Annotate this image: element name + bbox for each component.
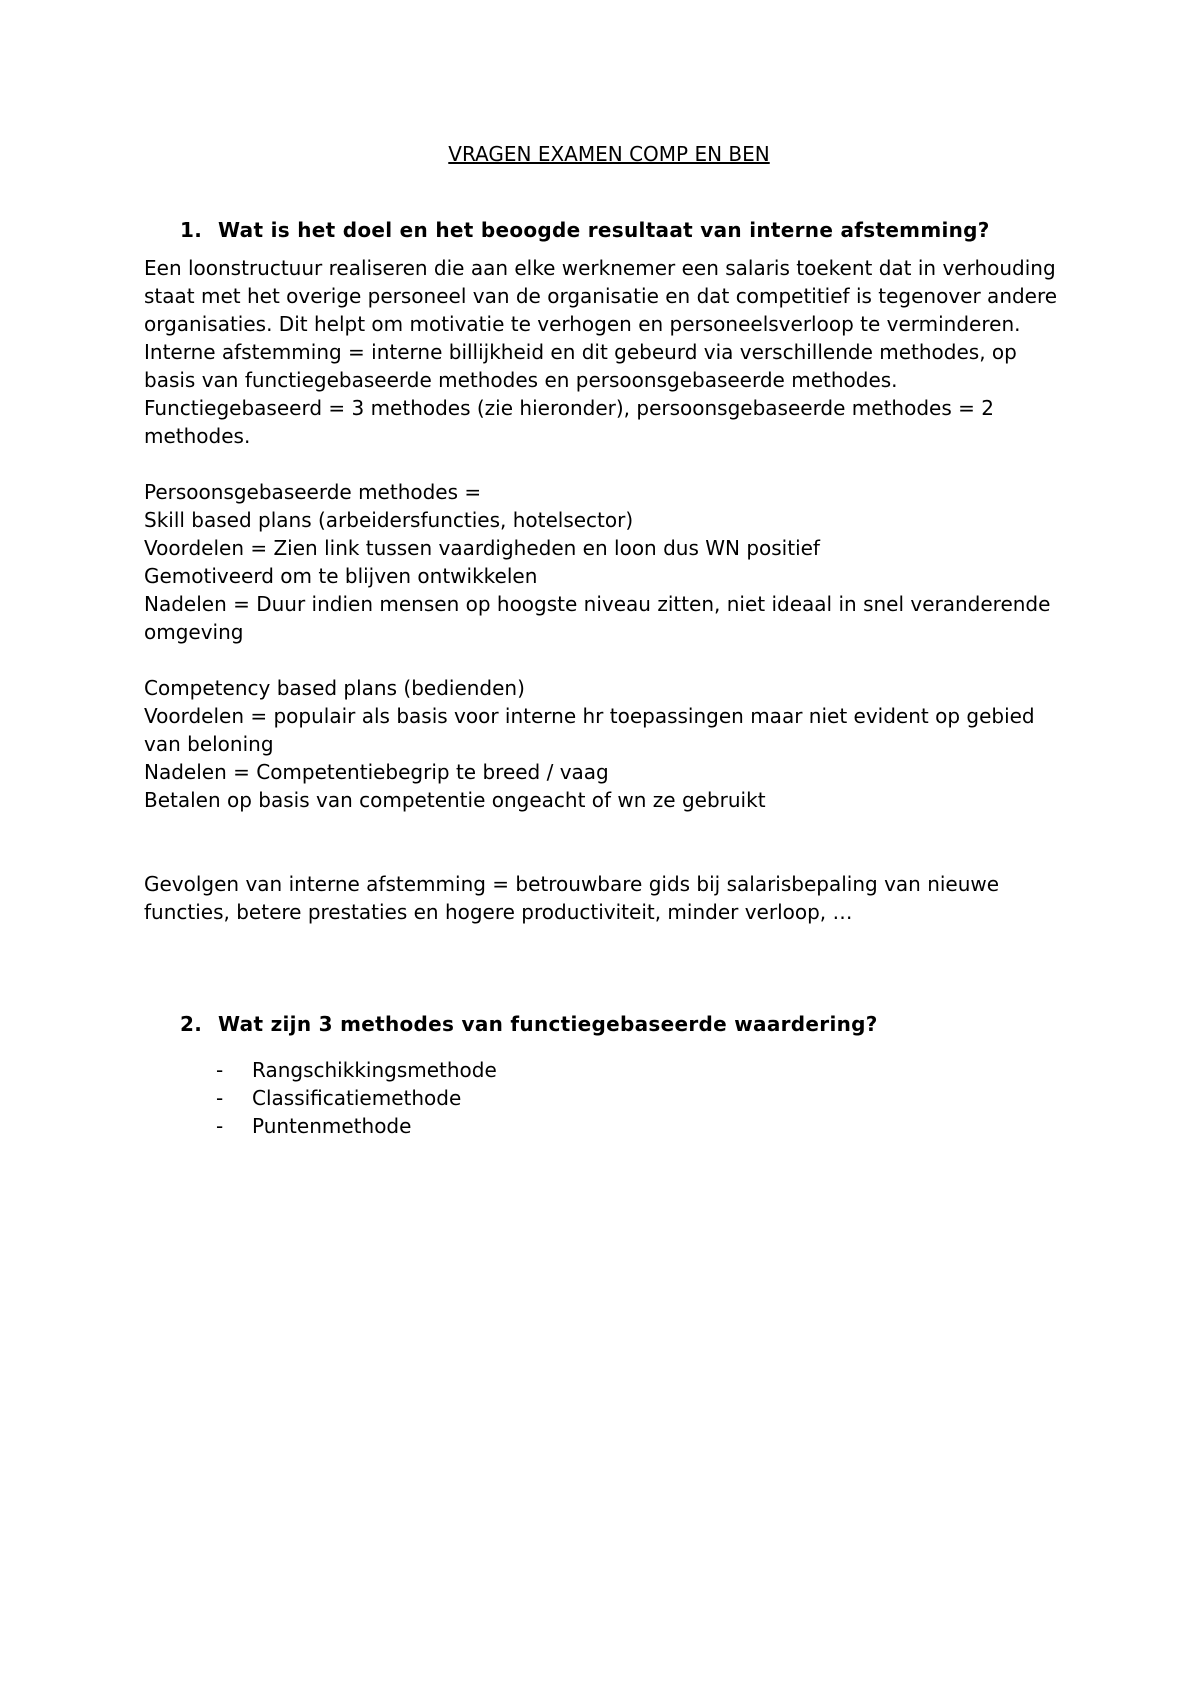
competency-nadelen: Nadelen = Competentiebegrip te breed / vaag bbox=[144, 760, 609, 784]
question-1-text: Wat is het doel en het beoogde resultaat van interne afstemming? bbox=[218, 218, 990, 242]
dash-bullet: - bbox=[216, 1114, 224, 1138]
document-title: VRAGEN EXAMEN COMP EN BEN bbox=[448, 142, 770, 166]
method-label: Classificatiemethode bbox=[252, 1086, 462, 1110]
list-item bbox=[216, 1112, 1074, 1140]
answer-1-intro: Een loonstructuur realiseren die aan elke werknemer een salaris toekent dat in verhouding staat met het overige personeel van de organisatie en dat competitief is tegenover andere organisaties. Dit helpt om motivatie te verhogen en personeelsverloop te verminderen. Interne afstemming = interne billijkheid en dit gebeurd via verschillende methodes, op basis van functiegebaseerde methodes en persoonsgebaseerde methodes. bbox=[144, 256, 1058, 392]
method-label: Puntenmethode bbox=[252, 1114, 412, 1138]
answer-1-functie-line: Functiegebaseerd = 3 methodes (zie hieronder), persoonsgebaseerde methodes = 2 methodes. bbox=[144, 396, 994, 448]
gevolgen-paragraph: Gevolgen van interne afstemming = betrouwbare gids bij salarisbepaling van nieuwe functies, betere prestaties en hogere productiviteit, minder verloop, … bbox=[144, 872, 1000, 924]
persoons-heading: Persoonsgebaseerde methodes = bbox=[144, 480, 482, 504]
spacer bbox=[144, 450, 1074, 478]
question-1-number: 1. bbox=[180, 218, 203, 242]
competency-plans: Competency based plans (bedienden) bbox=[144, 676, 525, 700]
question-2 bbox=[144, 1010, 1074, 1038]
document-content bbox=[144, 140, 1074, 1140]
competency-voordelen: Voordelen = populair als basis voor interne hr toepassingen maar niet evident op gebied van beloning bbox=[144, 704, 1035, 756]
skill-nadelen: Nadelen = Duur indien mensen op hoogste niveau zitten, niet ideaal in snel veranderende omgeving bbox=[144, 592, 1051, 644]
spacer bbox=[144, 646, 1074, 674]
spacer bbox=[144, 926, 1074, 1010]
question-2-number: 2. bbox=[180, 1012, 203, 1036]
skill-voordelen: Voordelen = Zien link tussen vaardigheden en loon dus WN positief bbox=[144, 536, 820, 560]
spacer bbox=[144, 814, 1074, 870]
question-1 bbox=[144, 216, 1074, 244]
competency-betalen: Betalen op basis van competentie ongeacht of wn ze gebruikt bbox=[144, 788, 766, 812]
skill-gemotiveerd: Gemotiveerd om te blijven ontwikkelen bbox=[144, 564, 538, 588]
method-label: Rangschikkingsmethode bbox=[252, 1058, 497, 1082]
skill-plans: Skill based plans (arbeidersfuncties, hotelsector) bbox=[144, 508, 634, 532]
question-2-text: Wat zijn 3 methodes van functiegebaseerde waardering? bbox=[218, 1012, 878, 1036]
methods-list bbox=[144, 1056, 1074, 1140]
list-item bbox=[216, 1056, 1074, 1084]
dash-bullet: - bbox=[216, 1086, 224, 1110]
dash-bullet: - bbox=[216, 1058, 224, 1082]
list-item bbox=[216, 1084, 1074, 1112]
